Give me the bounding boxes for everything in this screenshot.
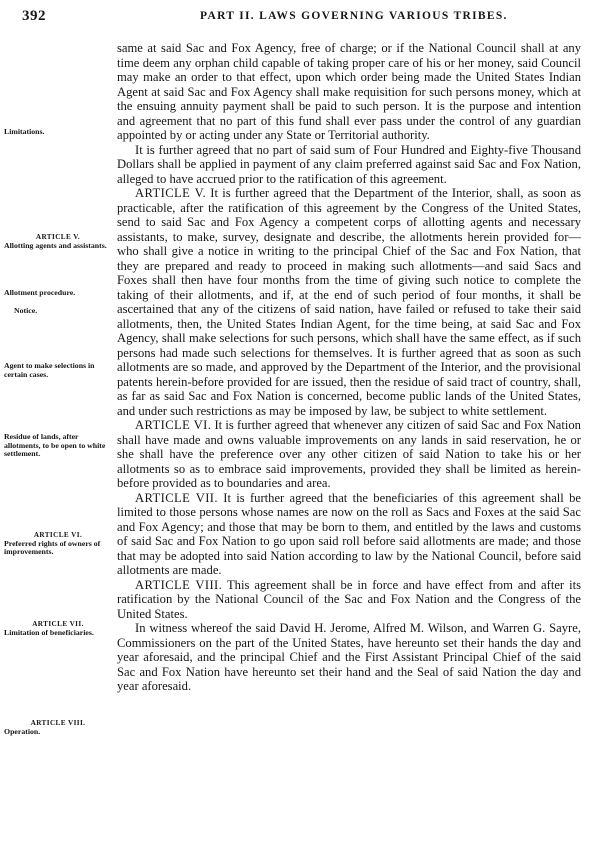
article-heading: ARTICLE VI.	[135, 418, 212, 432]
margin-note-article-6	[4, 531, 112, 557]
paragraph-claims: It is further agreed that no part of said sum of Four Hundred and Eighty-five Thousand Dollars shall be applied in payment of any claim preferred against said Sac and Fox Nation, alleged to have accrued prior to the ratification of this agreement.	[117, 142, 581, 186]
paragraph-article-7	[117, 491, 581, 578]
paragraph-witness: In witness whereof the said David H. Jerome, Alfred M. Wilson, and Warren G. Sayre, Commissioners on the part of the United States, have hereunto set their hands the day and year aforesaid, and the principal Chief and the First Assistant Principal Chief of the said Sac and Fox Nation have hereunto set their hand and the Seal of said Nation the day and year aforesaid.	[117, 621, 581, 693]
margin-note-article-7	[4, 620, 112, 637]
margin-note-text: Allotting agents and assistants.	[4, 240, 107, 250]
margin-note-agent-selections	[4, 362, 112, 379]
page-number: 392	[22, 8, 46, 24]
margin-note-article-5	[4, 233, 112, 250]
margin-notes	[0, 0, 114, 860]
margin-note-text: Notice.	[14, 306, 38, 315]
margin-note-text: Residue of lands, after allotments, to be open to white settlement.	[4, 432, 106, 459]
margin-note-text: Operation.	[4, 726, 41, 736]
running-head: PART II. LAWS GOVERNING VARIOUS TRIBES.	[200, 10, 508, 22]
margin-note-text: Agent to make selections in certain cases.	[4, 361, 95, 379]
margin-note-text: Allotment procedure.	[4, 288, 76, 297]
margin-note-limitations	[4, 128, 112, 137]
article-heading: ARTICLE VIII.	[135, 577, 223, 592]
article-text: It is further agreed that the Department of the Interior, shall, as soon as practicable, after the ratification of this agreement by the Congress of the United States, send to said Sac and Fox Agency a competent corps of allotting agents and necessary assistants, to make, survey, designate and describe, the allotments herein provided for—who shall give a notice in writing to the principal Chief of the Sac and Fox Nation, that they are prepared and ready to proceed in making such allotments—and said Sacs and Foxes shall then have four months from the time of giving such notice to complete the taking of their allotments, and if, at the end of such period of four months, it shall be ascertained that any of the citizens of said nation, have failed or refused to take their said allotments, then, the United States Indian Agent, for the time being, at said Sac and Fox Agency, shall make selections for such persons, which shall have the same effect, as if such persons had made such selections for themselves. It is further agreed that as soon as such allotments are so made, and approved by the Department of the Interior, and the provisional patents herein-before provided for are issued, then the residue of said tract of country, shall, as far as said Sac and Fox Nation is concerned, become public lands of the United States, and under such restrictions as may be imposed by law, be subject to white settlement.	[117, 186, 581, 418]
margin-note-allotment-procedure	[4, 289, 112, 298]
paragraph-orphan-funds: same at said Sac and Fox Agency, free of charge; or if the National Council shall at any time deem any orphan child capable of taking proper care of his or her money, said Council may make an order to that effect, upon which order being made the United States Indian Agent at said Sac and Fox Agency shall make requisition for such persons money, which at the ensuing annuity payment shall be paid to such person. It is the purpose and intention and agreement that no part of this fund shall ever pass under the control of any guardian appointed by or acting under any State or Territorial authority.	[117, 41, 581, 142]
margin-note-article: ARTICLE VI.	[33, 531, 83, 539]
article-text: This agreement shall be in force and have effect from and after its ratification by the National Council of the Sac and Fox Nation and the Congress of the United States.	[117, 577, 581, 621]
margin-note-article: ARTICLE VII.	[32, 620, 84, 628]
article-heading: ARTICLE VII.	[135, 490, 218, 505]
paragraph-article-6	[117, 418, 581, 491]
body-text	[117, 41, 581, 694]
margin-note-notice	[4, 307, 112, 316]
paragraph-article-8	[117, 578, 581, 622]
margin-note-text: Limitations.	[4, 127, 45, 136]
margin-note-article-8	[4, 719, 112, 736]
margin-note-article: ARTICLE VIII.	[30, 719, 86, 727]
margin-note-text: Limitation of beneficiaries.	[4, 627, 94, 637]
article-text: It is further agreed that whenever any citizen of said Sac and Fox Nation shall have made and owns valuable improvements on any lands in said reservation, he or she shall have the preference over any other citizen of said Nation to take his or her allotments so as to embrace said improvements, provided they shall be limited as herein-before provided as to boundaries and area.	[117, 418, 581, 490]
margin-note-text: Preferred rights of owners of improvements.	[4, 538, 101, 557]
article-text: It is further agreed that the beneficiaries of this agreement shall be limited to those persons whose names are now on the roll as Sacs and Foxes at the said Sac and Fox Agency; and those that may be born to them, and entitled by the laws and customs of said Sac and Fox Nation to go upon said roll before said allotments are made; and those that may be adopted into said Nation according to law by the National Council, before said allotments are made.	[117, 490, 581, 577]
paragraph-article-5	[117, 186, 581, 418]
article-heading: ARTICLE V.	[135, 186, 207, 200]
margin-note-residue-of-lands	[4, 433, 112, 459]
margin-note-article: ARTICLE V.	[35, 233, 81, 241]
